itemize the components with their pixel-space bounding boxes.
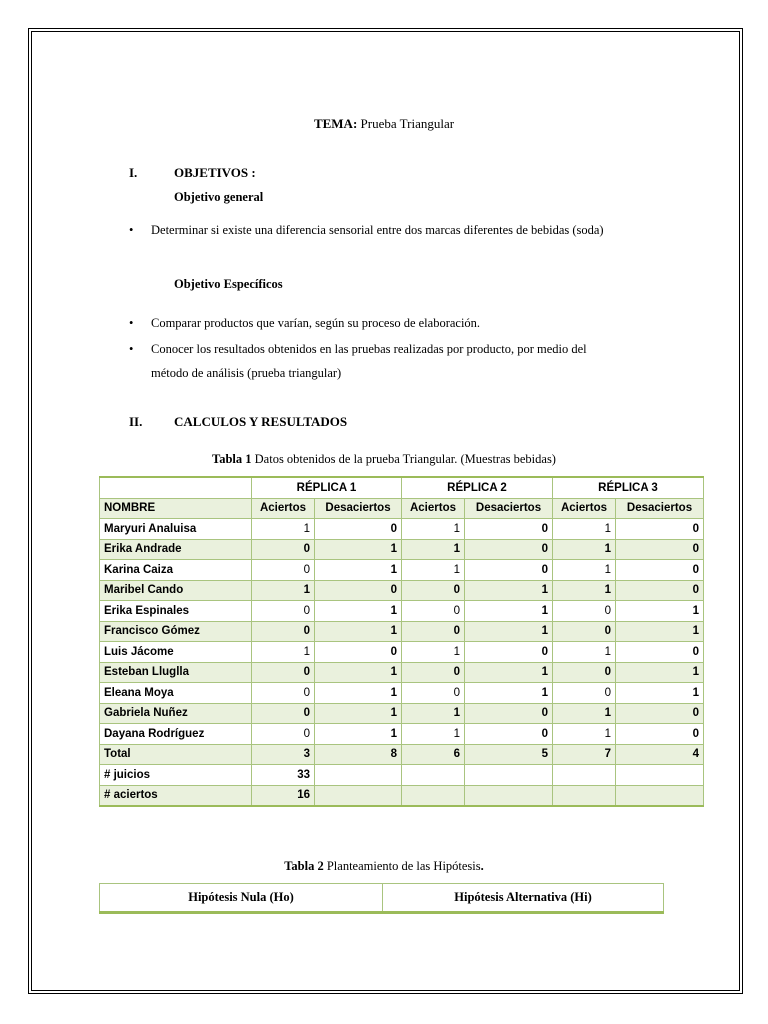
table-row [100,642,704,663]
column-header: Aciertos [252,498,315,519]
hypothesis-null-header: Hipótesis Nula (Ho) [100,884,383,913]
row-value: 0 [252,662,315,683]
row-value: 1 [402,703,465,724]
table-row [100,519,704,540]
row-value: 0 [252,724,315,745]
juicios-label: # juicios [100,765,252,786]
section-heading: CALCULOS Y RESULTADOS [174,414,348,429]
row-value: 1 [616,683,704,704]
row-value: 0 [402,683,465,704]
bullet-icon: • [129,223,134,237]
row-value: 1 [553,580,616,601]
table-row [100,539,704,560]
row-value: 1 [465,683,553,704]
row-value: 0 [465,519,553,540]
row-value: 0 [553,601,616,622]
row-value: 0 [402,580,465,601]
row-value: 1 [553,560,616,581]
row-value: 1 [252,519,315,540]
column-header: Desaciertos [465,498,553,519]
table-row [100,580,704,601]
row-value: 1 [465,580,553,601]
row-value: 0 [315,642,402,663]
aciertos-row [100,785,704,806]
row-value: 0 [402,621,465,642]
table-body [100,519,704,745]
row-value: 1 [252,642,315,663]
juicios-value: 33 [252,765,315,786]
column-header: Desaciertos [315,498,402,519]
row-name: Erika Andrade [100,539,252,560]
empty-cell [100,477,252,498]
row-value: 0 [252,703,315,724]
row-value: 1 [465,601,553,622]
row-name: Dayana Rodríguez [100,724,252,745]
row-value: 1 [465,621,553,642]
row-name: Gabriela Nuñez [100,703,252,724]
row-value: 0 [315,519,402,540]
row-name: Karina Caiza [100,560,252,581]
row-value: 0 [402,601,465,622]
aciertos-label: # aciertos [100,785,252,806]
document-title [0,116,768,132]
table-row [100,601,704,622]
total-value: 8 [315,744,402,765]
row-value: 0 [252,539,315,560]
row-value: 1 [402,560,465,581]
row-value: 1 [402,539,465,560]
row-value: 0 [465,560,553,581]
total-row [100,744,704,765]
total-value: 4 [616,744,704,765]
row-value: 1 [315,683,402,704]
aciertos-value: 16 [252,785,315,806]
row-value: 1 [616,601,704,622]
row-value: 0 [252,621,315,642]
row-value: 0 [616,580,704,601]
row-value: 1 [315,621,402,642]
row-value: 0 [616,642,704,663]
row-value: 1 [315,601,402,622]
bullet-icon: • [129,342,134,356]
total-value: 5 [465,744,553,765]
row-value: 0 [315,580,402,601]
table-row [100,621,704,642]
row-name: Maryuri Analuisa [100,519,252,540]
total-value: 7 [553,744,616,765]
column-header: Aciertos [402,498,465,519]
row-value: 0 [252,601,315,622]
row-value: 1 [315,703,402,724]
row-name: Erika Espinales [100,601,252,622]
section-number: II. [129,414,143,429]
row-value: 1 [616,662,704,683]
row-name: Luis Jácome [100,642,252,663]
table-row [100,724,704,745]
row-value: 0 [616,724,704,745]
row-value: 1 [402,724,465,745]
table2-caption [0,859,768,874]
row-value: 1 [616,621,704,642]
list-item-text: Comparar productos que varían, según su proceso de elaboración. [151,316,481,330]
column-header: Desaciertos [616,498,704,519]
table-group-header [100,477,704,498]
objetivo-general-heading: Objetivo general [174,190,264,204]
row-value: 1 [553,519,616,540]
row-value: 1 [553,703,616,724]
caption-end: . [480,859,484,873]
total-value: 3 [252,744,315,765]
juicios-row [100,765,704,786]
group-header: RÉPLICA 2 [402,477,553,498]
section-number: I. [129,165,138,180]
row-value: 0 [553,621,616,642]
table-row [100,703,704,724]
row-name: Maribel Cando [100,580,252,601]
row-value: 1 [315,724,402,745]
row-value: 1 [402,519,465,540]
row-value: 0 [465,724,553,745]
row-value: 0 [465,642,553,663]
name-header: NOMBRE [100,498,252,519]
caption-label: Tabla [212,452,243,466]
row-value: 1 [553,724,616,745]
table-row [100,662,704,683]
row-value: 0 [616,539,704,560]
group-header: RÉPLICA 1 [252,477,402,498]
row-value: 1 [553,539,616,560]
row-value: 0 [553,662,616,683]
hypothesis-table [99,883,664,914]
row-value: 1 [315,560,402,581]
bullet-icon: • [129,316,134,330]
list-item-text: Determinar si existe una diferencia sensorial entre dos marcas diferentes de bebidas (soda) [151,223,604,237]
table-row [100,560,704,581]
row-value: 0 [616,519,704,540]
total-value: 6 [402,744,465,765]
section-heading: OBJETIVOS : [174,165,256,180]
row-value: 0 [252,683,315,704]
list-item-text: Conocer los resultados obtenidos en las pruebas realizadas por producto, por medio del [151,342,587,356]
row-name: Esteban Lluglla [100,662,252,683]
row-name: Francisco Gómez [100,621,252,642]
row-value: 0 [616,560,704,581]
table1-caption [0,452,768,467]
row-value: 1 [252,580,315,601]
row-value: 0 [553,683,616,704]
table-sub-header [100,498,704,519]
group-header: RÉPLICA 3 [553,477,704,498]
row-value: 1 [553,642,616,663]
row-name: Eleana Moya [100,683,252,704]
title-label: TEMA: [313,116,358,131]
row-value: 1 [465,662,553,683]
caption-number: 1 [245,452,252,466]
list-item-text-continued: método de análisis (prueba triangular) [151,366,342,380]
row-value: 1 [315,539,402,560]
table-row [100,683,704,704]
caption-text: Planteamiento de las Hipótesis [326,859,481,873]
row-value: 0 [616,703,704,724]
column-header: Aciertos [553,498,616,519]
hypothesis-alt-header: Hipótesis Alternativa (Hi) [383,884,664,913]
caption-label: Tabla 2 [284,859,324,873]
row-value: 0 [252,560,315,581]
row-value: 1 [402,642,465,663]
objetivo-especificos-heading: Objetivo Específicos [174,277,283,291]
row-value: 0 [402,662,465,683]
title-text: Prueba Triangular [360,116,455,131]
row-value: 0 [465,539,553,560]
hypothesis-header-row [100,884,664,913]
caption-text: Datos obtenidos de la prueba Triangular. (Muestras bebidas) [254,452,556,466]
row-value: 0 [465,703,553,724]
row-value: 1 [315,662,402,683]
results-table [99,476,704,807]
total-label: Total [100,744,252,765]
